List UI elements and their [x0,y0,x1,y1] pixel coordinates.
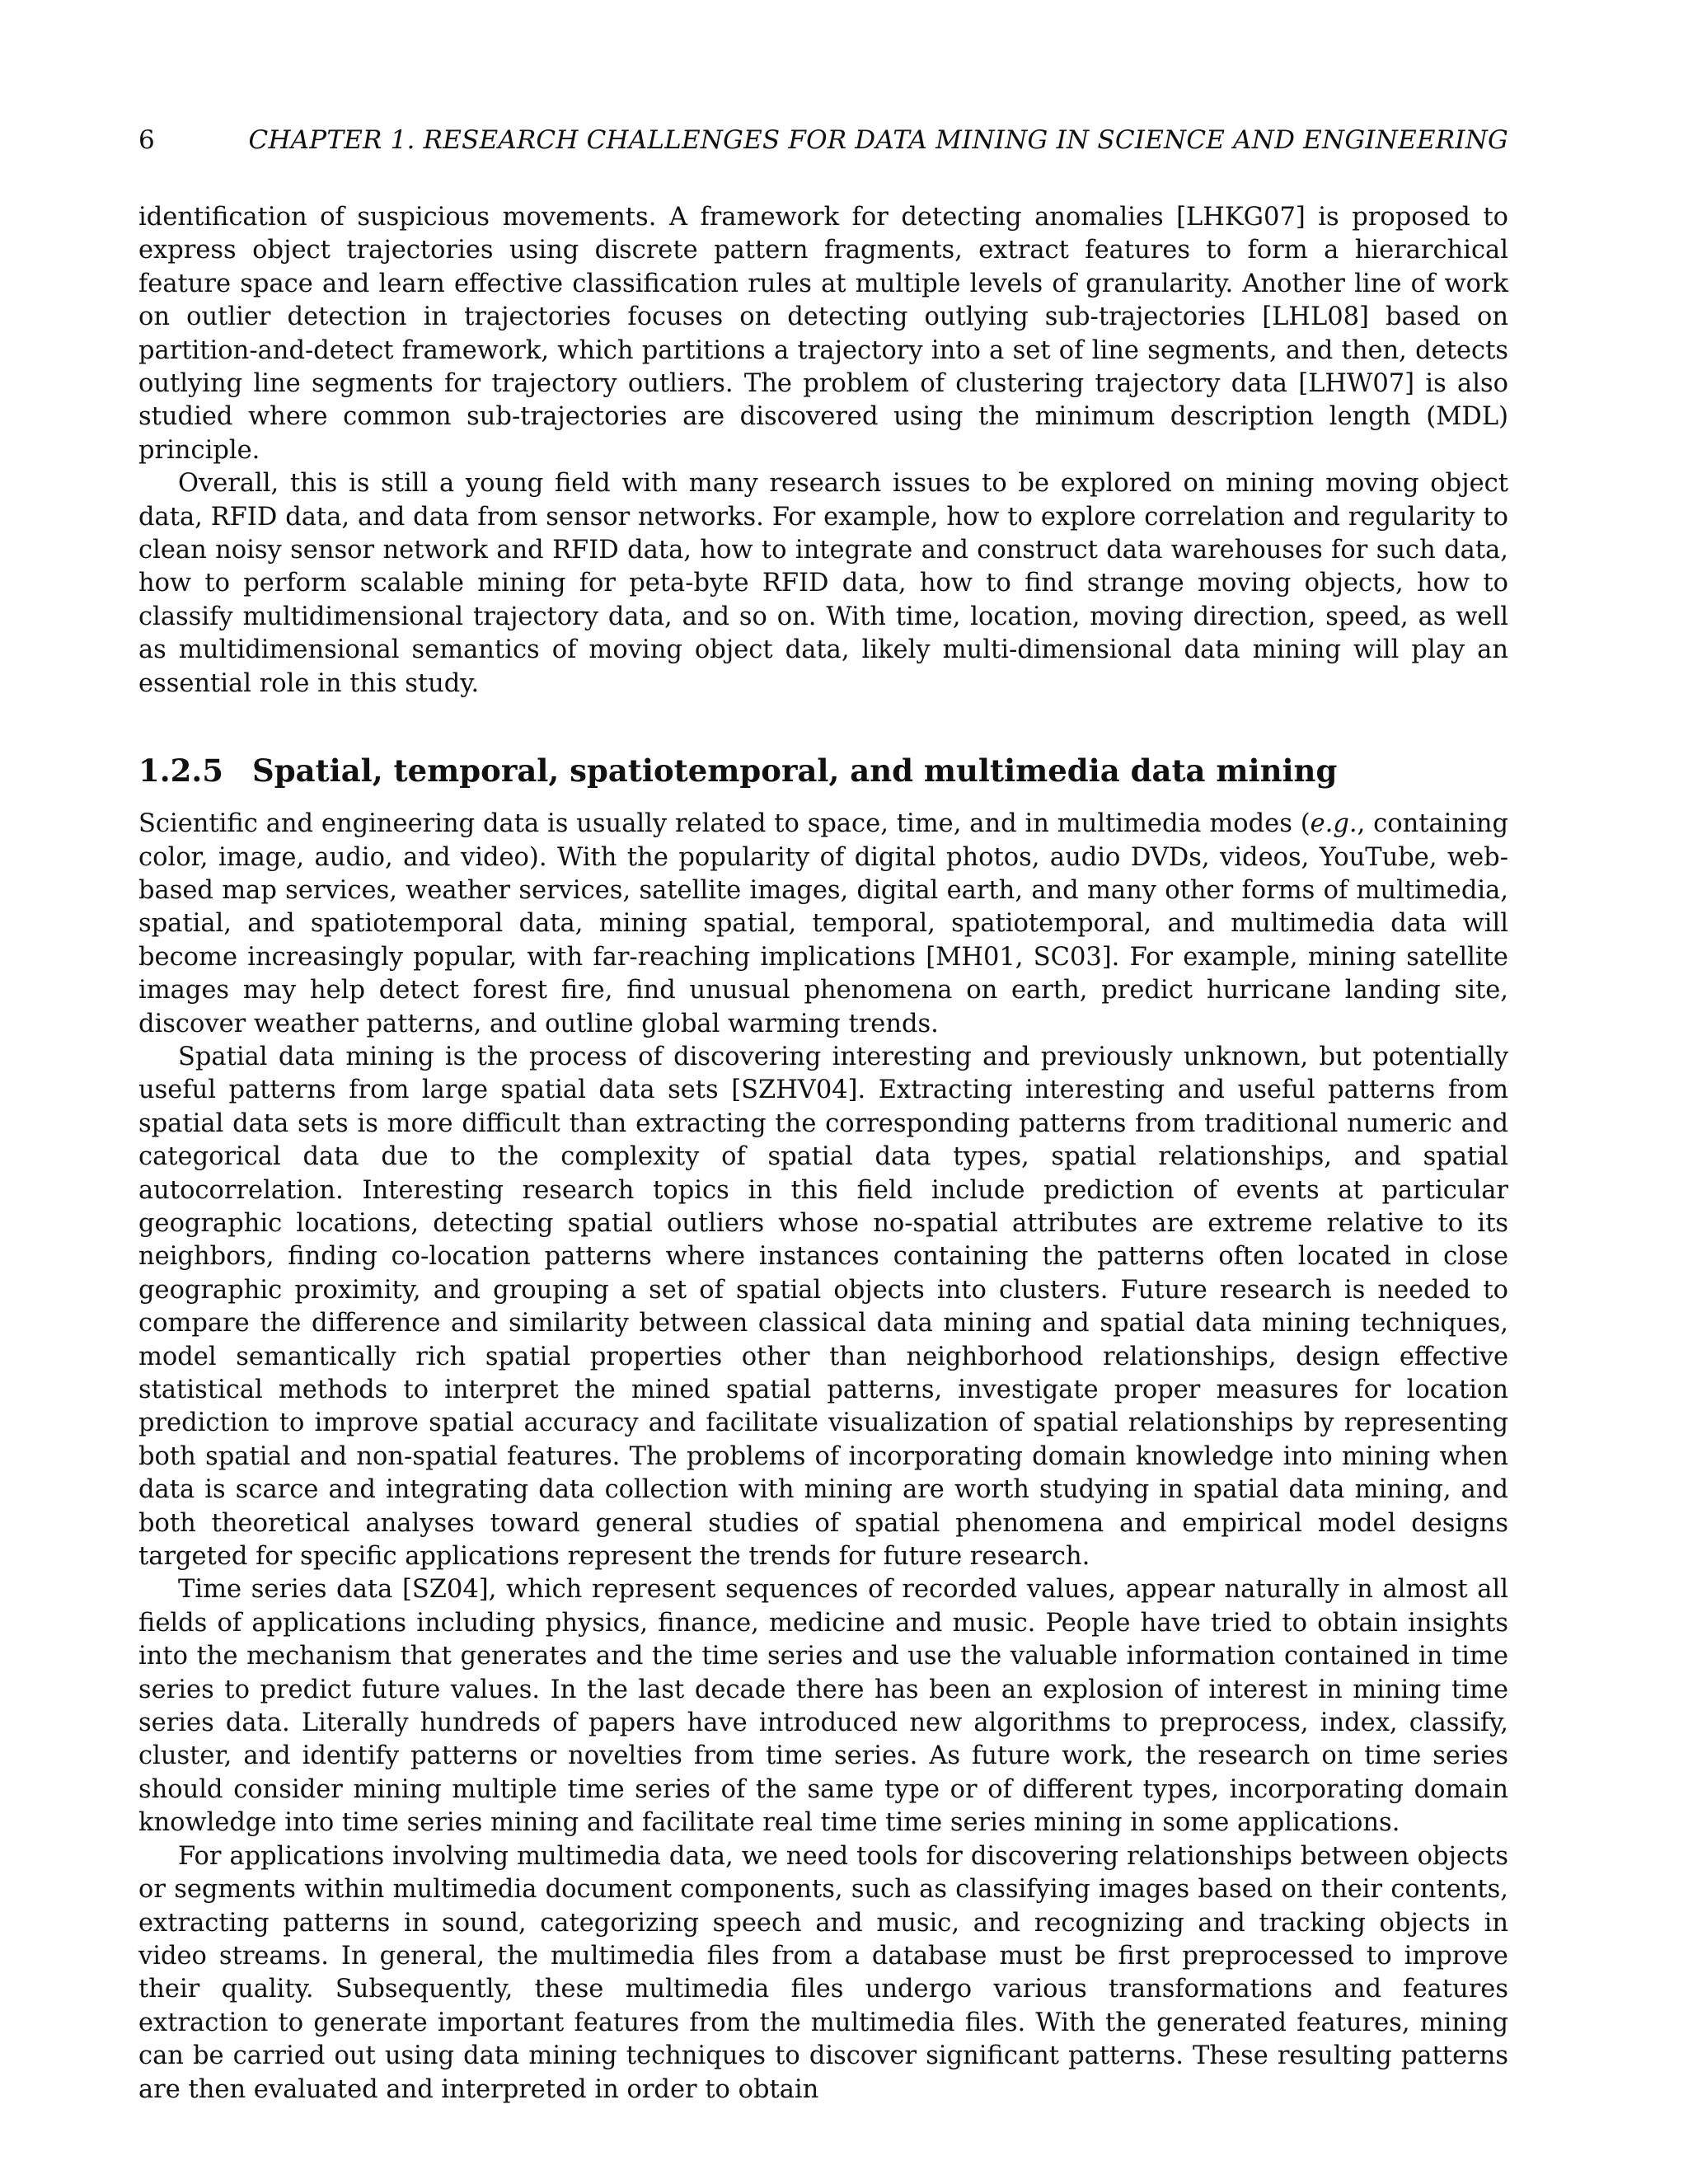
paragraph-multimedia: For applications involving multimedia data, we need tools for discovering relationships between objects or segments within multimedia document components, such as classifying images based on their contents, extracting patterns in sound, categorizing speech and music, and recognizing and tracking objects in video streams. In general, the multimedia files from a database must be first preprocessed to improve their quality. Subsequently, these multimedia files undergo various transformations and features extraction to generate important features from the multimedia files. With the generated features, mining can be carried out using data mining techniques to discover significant patterns. These resulting patterns are then evaluated and interpreted in order to obtain [138,1841,1508,2104]
page-number: 6 [138,125,155,155]
running-header [138,124,1508,157]
intro-text-end: , containing color, image, audio, and video). With the popularity of digital photos, audio DVDs, videos, YouTube, web-based map services, weather services, satellite images, digital earth, and many other forms of multimedia, spatial, and spatiotemporal data, mining spatial, temporal, spatiotemporal, and multimedia data will become increasingly popular, with far-reaching implications [MH01, SC03]. For example, mining satellite images may help detect forest fire, find unusual phenomena on earth, predict hurricane landing site, discover weather patterns, and outline global warming trends. [138,809,1508,1038]
paragraph-time-series: Time series data [SZ04], which represent sequences of recorded values, appear naturally in almost all fields of applications including physics, finance, medicine and music. People have tried to obtain insights into the mechanism that generates and the time series and use the valuable information contained in time series to predict future values. In the last decade there has been an explosion of interest in mining time series data. Literally hundreds of papers have introduced new algorithms to preprocess, index, classify, cluster, and identify patterns or novelties from time series. As future work, the research on time series should consider mining multiple time series of the same type or of different types, incorporating domain knowledge into time series mining and facilitate real time time series mining in some applications. [138,1575,1508,1838]
section-heading [138,752,1508,790]
intro-text-start: Scientific and engineering data is usually related to space, time, and in multimedia modes ( [138,809,1311,839]
paragraph-moving-object-summary: Overall, this is still a young field with many research issues to be explored on mining moving object data, RFID data, and data from sensor networks. For example, how to explore correlation and regularity to clean noisy sensor network and RFID data, how to integrate and construct data warehouses for such data, how to perform scalable mining for peta-byte RFID data, how to find strange moving objects, how to classify multidimensional trajectory data, and so on. With time, location, moving direction, speed, as well as multidimensional semantics of moving object data, likely multi-dimensional data mining will play an essential role in this study. [138,469,1508,698]
paragraph-trajectory-outliers: identification of suspicious movements. A framework for detecting anomalies [LHKG07] is proposed to express object trajectories using discrete pattern fragments, extract features to form a hierarchical feature space and learn effective classification rules at multiple levels of granularity. Another line of work on outlier detection in trajectories focuses on detecting outlying sub-trajectories [LHL08] based on partition-and-detect framework, which partitions a trajectory into a set of line segments, and then, detects outlying line segments for trajectory outliers. The problem of clustering trajectory data [LHW07] is also studied where common sub-trajectories are discovered using the minimum description length (MDL) principle. [138,203,1508,465]
section-number: 1.2.5 [138,752,223,790]
intro-emphasis: e.g. [1310,809,1357,839]
page-body [138,124,1508,2107]
chapter-title: CHAPTER 1. RESEARCH CHALLENGES FOR DATA MINING IN SCIENCE AND ENGINEERING [248,125,1508,155]
paragraph-spatial-data-mining: Spatial data mining is the process of discovering interesting and previously unknown, but potentially useful patterns from large spatial data sets [SZHV04]. Extracting interesting and useful patterns from spatial data sets is more difficult than extracting the corresponding patterns from traditional numeric and categorical data due to the complexity of spatial data types, spatial relationships, and spatial autocorrelation. Interesting research topics in this field include prediction of events at particular geographic locations, detecting spatial outliers whose no-spatial attributes are extreme relative to its neighbors, finding co-location patterns where instances containing the patterns often located in close geographic proximity, and grouping a set of spatial objects into clusters. Future research is needed to compare the difference and similarity between classical data mining and spatial data mining techniques, model semantically rich spatial properties other than neighborhood relationships, design effective statistical methods to interpret the mined spatial patterns, investigate proper measures for location prediction to improve spatial accuracy and facilitate visualization of spatial relationships by representing both spatial and non-spatial features. The problems of incorporating domain knowledge into mining when data is scarce and integrating data collection with mining are worth studying in spatial data mining, and both theoretical analyses toward general studies of spatial phenomena and empirical model designs targeted for specific applications represent the trends for future research. [138,1042,1508,1572]
paragraph-section-intro [138,808,1508,1041]
section-title: Spatial, temporal, spatiotemporal, and multimedia data mining [252,752,1338,790]
